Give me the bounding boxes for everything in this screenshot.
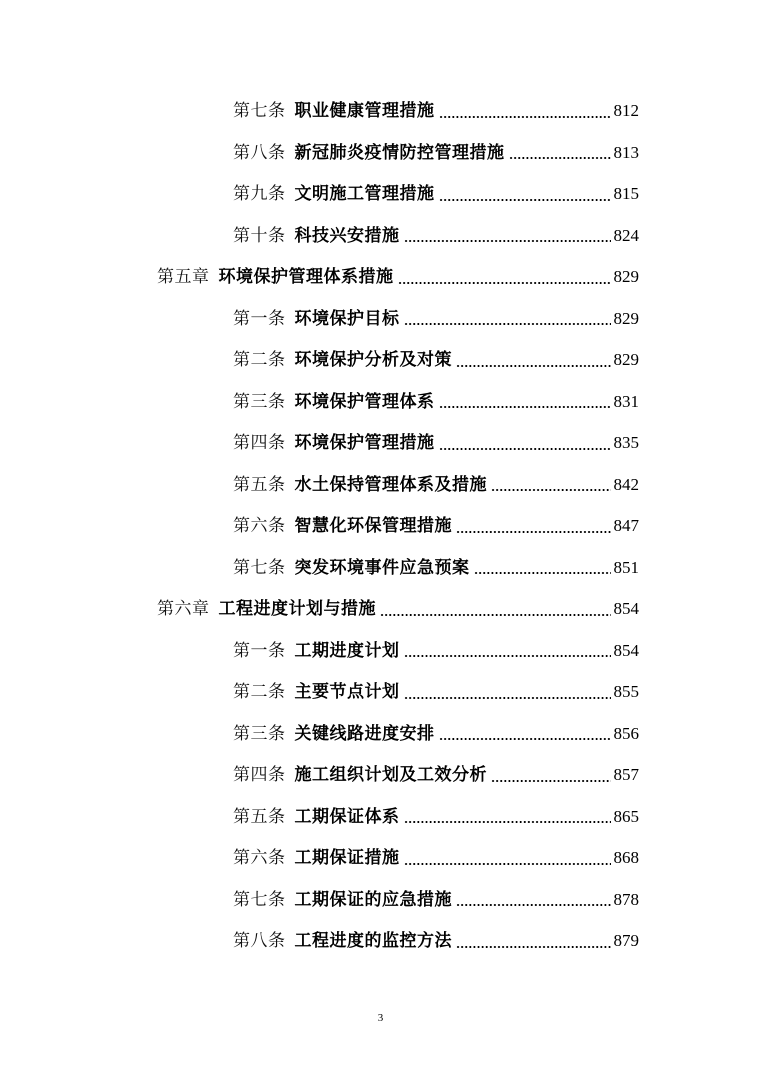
toc-entry-title: 职业健康管理措施	[294, 101, 435, 121]
toc-entry-label: 第九条	[233, 184, 286, 204]
toc-entry-label: 第六条	[233, 848, 286, 868]
toc-entry-page-number: 813	[613, 142, 639, 162]
toc-entry-article[interactable]	[233, 339, 639, 381]
toc-entry-label: 第六条	[233, 516, 286, 536]
toc-entry-page-number: 851	[613, 557, 639, 577]
toc-entry-label: 第三条	[233, 723, 286, 744]
toc-entry-article[interactable]	[233, 630, 639, 672]
toc-entry-page-number: 829	[613, 308, 639, 328]
toc-entry-page-number: 868	[613, 848, 639, 867]
toc-entry-label: 第八条	[233, 931, 286, 951]
toc-entry-article[interactable]	[233, 754, 639, 796]
toc-entry-article[interactable]	[233, 215, 639, 257]
toc-entry-label: 第五条	[233, 806, 286, 827]
toc-entry-page-number: 879	[613, 931, 639, 950]
dot-leader	[439, 116, 611, 118]
toc-entry-page-number: 878	[613, 889, 639, 909]
table-of-contents	[0, 90, 761, 962]
dot-leader	[456, 904, 611, 906]
toc-entry-article[interactable]	[233, 879, 639, 921]
toc-entry-article[interactable]	[233, 422, 639, 464]
dot-leader	[456, 946, 611, 948]
toc-entry-title: 智慧化环保管理措施	[294, 516, 452, 536]
toc-entry-label: 第六章	[157, 599, 210, 619]
toc-entry-title: 环境保护管理体系措施	[218, 267, 394, 287]
toc-entry-page-number: 831	[613, 391, 639, 411]
toc-entry-page-number: 857	[613, 765, 639, 784]
toc-entry-title: 环境保护管理体系	[294, 391, 435, 412]
toc-entry-label: 第五章	[157, 267, 210, 287]
toc-entry-title: 环境保护管理措施	[294, 433, 435, 453]
toc-entry-page-number: 865	[613, 806, 639, 826]
toc-entry-article[interactable]	[233, 505, 639, 547]
dot-leader	[509, 157, 611, 159]
toc-entry-label: 第三条	[233, 391, 286, 412]
toc-entry-article[interactable]	[233, 713, 639, 755]
toc-entry-article[interactable]	[233, 837, 639, 879]
toc-entry-page-number: 812	[613, 101, 639, 120]
toc-entry-title: 科技兴安措施	[294, 225, 400, 246]
toc-entry-title: 工期保证措施	[294, 848, 400, 868]
toc-entry-label: 第二条	[233, 682, 286, 702]
dot-leader	[380, 614, 611, 616]
toc-entry-title: 工期保证的应急措施	[294, 889, 452, 910]
dot-leader	[398, 282, 611, 284]
toc-entry-chapter[interactable]	[157, 256, 639, 298]
dot-leader	[404, 697, 611, 699]
toc-entry-article[interactable]	[233, 132, 639, 174]
toc-entry-title: 环境保护目标	[294, 308, 400, 329]
toc-entry-label: 第七条	[233, 557, 286, 578]
toc-entry-title: 文明施工管理措施	[294, 184, 435, 204]
toc-entry-title: 关键线路进度安排	[294, 723, 435, 744]
toc-entry-title: 主要节点计划	[294, 682, 400, 702]
toc-entry-page-number: 854	[613, 640, 639, 660]
toc-entry-title: 工程进度的监控方法	[294, 931, 452, 951]
dot-leader	[439, 406, 611, 408]
toc-entry-page-number: 829	[613, 350, 639, 369]
toc-entry-title: 新冠肺炎疫情防控管理措施	[294, 142, 505, 163]
toc-entry-label: 第四条	[233, 765, 286, 785]
toc-entry-label: 第一条	[233, 640, 286, 661]
toc-entry-page-number: 824	[613, 225, 639, 245]
dot-leader	[491, 780, 611, 782]
toc-entry-label: 第二条	[233, 350, 286, 370]
toc-entry-title: 工程进度计划与措施	[218, 599, 376, 619]
dot-leader	[456, 531, 611, 533]
dot-leader	[404, 323, 611, 325]
toc-entry-article[interactable]	[233, 920, 639, 962]
toc-entry-label: 第十条	[233, 225, 286, 246]
toc-entry-article[interactable]	[233, 90, 639, 132]
dot-leader	[439, 199, 611, 201]
toc-entry-article[interactable]	[233, 671, 639, 713]
toc-entry-article[interactable]	[233, 298, 639, 340]
toc-entry-title: 工期保证体系	[294, 806, 400, 827]
toc-entry-article[interactable]	[233, 547, 639, 589]
toc-entry-title: 环境保护分析及对策	[294, 350, 452, 370]
toc-entry-title: 水土保持管理体系及措施	[294, 474, 487, 495]
toc-entry-label: 第一条	[233, 308, 286, 329]
toc-entry-article[interactable]	[233, 796, 639, 838]
toc-entry-article[interactable]	[233, 381, 639, 423]
dot-leader	[439, 448, 611, 450]
dot-leader	[439, 738, 611, 740]
dot-leader	[474, 572, 611, 574]
toc-entry-label: 第七条	[233, 101, 286, 121]
dot-leader	[404, 240, 611, 242]
dot-leader	[404, 655, 611, 657]
toc-entry-chapter[interactable]	[157, 588, 639, 630]
toc-entry-page-number: 855	[613, 682, 639, 701]
toc-entry-page-number: 847	[613, 516, 639, 535]
toc-entry-page-number: 815	[613, 184, 639, 203]
toc-entry-article[interactable]	[233, 464, 639, 506]
toc-entry-article[interactable]	[233, 173, 639, 215]
toc-entry-page-number: 842	[613, 474, 639, 494]
toc-entry-label: 第四条	[233, 433, 286, 453]
toc-entry-label: 第五条	[233, 474, 286, 495]
toc-entry-label: 第八条	[233, 142, 286, 163]
toc-entry-page-number: 835	[613, 433, 639, 452]
toc-entry-page-number: 856	[613, 723, 639, 743]
page-number: 3	[377, 1012, 384, 1024]
dot-leader	[456, 365, 611, 367]
toc-entry-label: 第七条	[233, 889, 286, 910]
toc-entry-title: 突发环境事件应急预案	[294, 557, 470, 578]
toc-entry-title: 工期进度计划	[294, 640, 400, 661]
dot-leader	[491, 489, 611, 491]
dot-leader	[404, 863, 611, 865]
dot-leader	[404, 821, 611, 823]
toc-entry-title: 施工组织计划及工效分析	[294, 765, 487, 785]
toc-entry-page-number: 829	[613, 267, 639, 286]
toc-entry-page-number: 854	[613, 599, 639, 618]
